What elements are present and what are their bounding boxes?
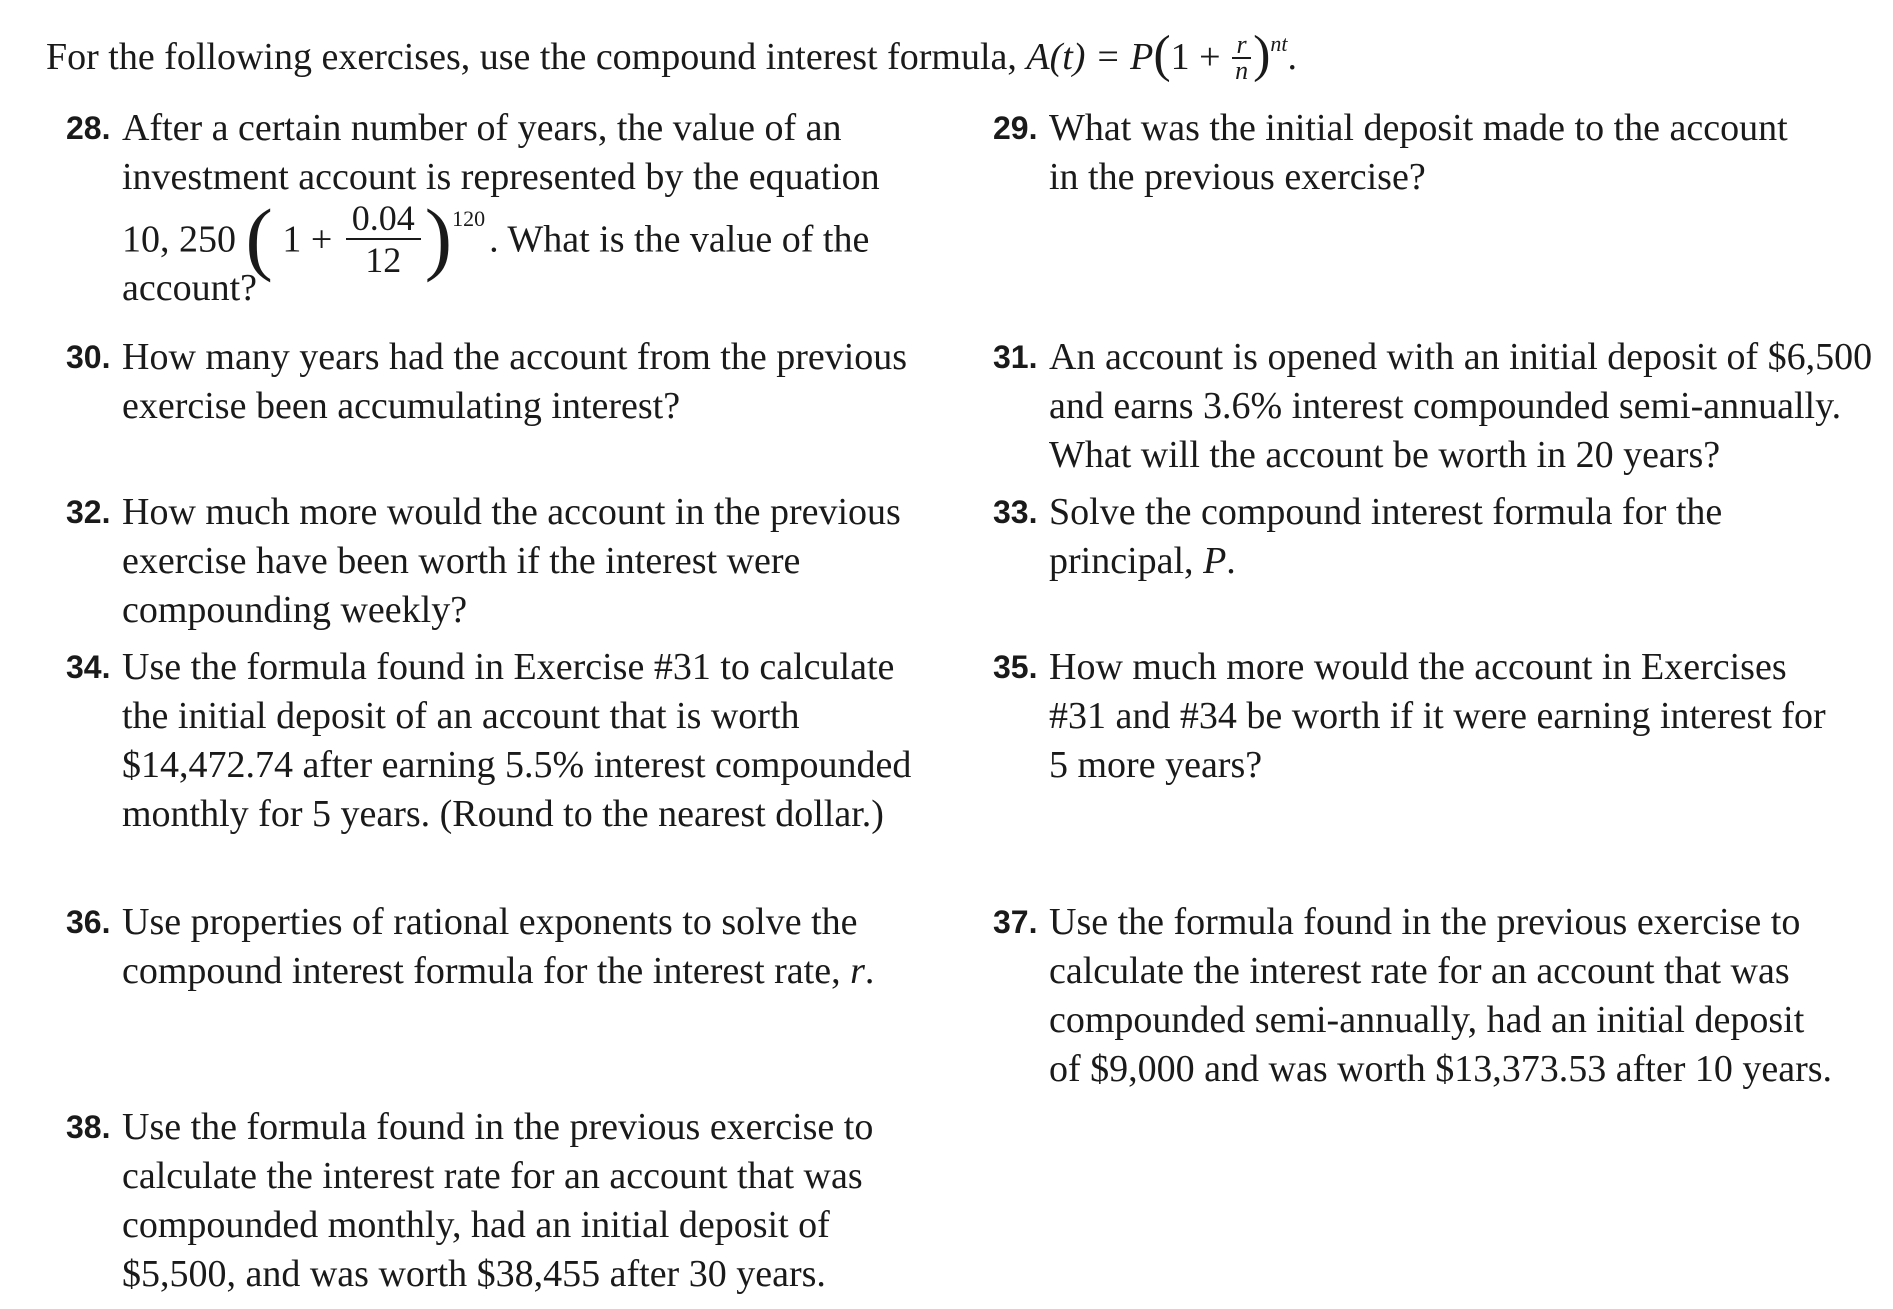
exercise-text-line (122, 947, 966, 996)
exercise-text-line: What will the account be worth in 20 years? (1049, 434, 1721, 476)
text-fragment: . (1226, 540, 1236, 582)
exercise-text-line: of $9,000 and was worth $13,373.53 after 10 years. (1049, 1048, 1833, 1090)
exercise-number: 30. (66, 339, 111, 375)
equation-principal: 10, 250 (122, 218, 236, 261)
exercise-number: 29. (993, 110, 1038, 146)
exercise-text-line: exercise have been worth if the interest were (122, 540, 801, 582)
instructions-text: For the following exercises, use the compound interest formula, (46, 36, 1017, 78)
exercise-text-line: $14,472.74 after earning 5.5% interest compounded (122, 744, 912, 786)
equation-line (122, 191, 966, 283)
formula-frac-den: n (1235, 56, 1249, 86)
exercise-number: 36. (66, 904, 111, 940)
exercise-29 (993, 104, 1873, 202)
exercise-text-line: calculate the interest rate for an account that was (1049, 950, 1790, 992)
exercise-text-line: and earns 3.6% interest compounded semi-annually. (1049, 385, 1842, 427)
exercise-text-line: investment account is represented by the equation (122, 156, 880, 198)
formula-left-paren: ( (1153, 26, 1171, 83)
exercise-number: 32. (66, 494, 111, 530)
equation-left-paren: ( (245, 191, 273, 283)
exercise-text-line: What was the initial deposit made to the account (1049, 107, 1788, 149)
text-fragment: . (864, 950, 875, 992)
variable-r: r (850, 950, 865, 992)
exercise-37 (993, 898, 1873, 1094)
exercise-text-line: compounded monthly, had an initial deposit of (122, 1204, 830, 1246)
exercise-text-line: exercise been accumulating interest? (122, 385, 681, 427)
exercise-text-line: Use the formula found in the previous exercise to (122, 1106, 874, 1148)
exercise-number: 35. (993, 649, 1038, 685)
exercise-text-line: compounded semi-annually, had an initial deposit (1049, 999, 1805, 1041)
exercise-text-line: Use the formula found in the previous exercise to (1049, 901, 1801, 943)
exercise-text-line: How many years had the account from the previous (122, 336, 908, 378)
equation-one-plus: 1 + (282, 218, 333, 261)
equation-exponent: 120 (452, 205, 486, 231)
exercise-32 (66, 488, 966, 635)
formula-exponent: nt (1270, 31, 1288, 56)
exercise-text-line: monthly for 5 years. (Round to the nearest dollar.) (122, 793, 884, 835)
exercise-text-line: $5,500, and was worth $38,455 after 30 years. (122, 1253, 826, 1295)
equation-suffix: . What is the value of the (489, 218, 870, 261)
exercise-35 (993, 643, 1873, 790)
exercise-text-line: After a certain number of years, the value of an (122, 107, 842, 149)
formula-frac-num: r (1232, 33, 1251, 59)
instructions-line: For the following exercises, use the compound interest formula, A(t) = P(1 + $\frac{r}{n}$ )$^{nt}$. (46, 26, 1298, 86)
exercise-text-line: How much more would the account in Exercises (1049, 646, 1787, 688)
exercise-number: 28. (66, 110, 111, 146)
exercise-text-line: Solve the compound interest formula for the (1049, 491, 1723, 533)
formula-fraction (1232, 30, 1251, 86)
exercise-number: 33. (993, 494, 1038, 530)
exercise-38 (66, 1103, 966, 1299)
equation-frac-num: 0.04 (346, 198, 421, 240)
exercise-text-line: Use properties of rational exponents to solve the (122, 901, 858, 943)
exercise-number: 34. (66, 649, 111, 685)
exercise-text-line: the initial deposit of an account that is worth (122, 695, 800, 737)
exercise-text-line: calculate the interest rate for an account that was (122, 1155, 863, 1197)
exercise-31 (993, 333, 1873, 480)
exercise-number: 38. (66, 1109, 111, 1145)
exercise-text-line: in the previous exercise? (1049, 156, 1426, 198)
text-fragment: compound interest formula for the interest rate, (122, 950, 851, 992)
equation-right-paren: ) (424, 191, 453, 283)
exercise-text-line (1049, 537, 1873, 586)
exercise-number: 37. (993, 904, 1038, 940)
exercise-33 (993, 488, 1873, 586)
text-fragment: principal, (1049, 540, 1204, 582)
exercise-text-line: 5 more years? (1049, 744, 1263, 786)
exercise-number: 31. (993, 339, 1038, 375)
equation-frac-den: 12 (365, 240, 402, 280)
exercise-text-line: How much more would the account in the previous (122, 491, 901, 533)
equation-fraction (346, 198, 421, 280)
formula-lhs: A(t) = P (1026, 36, 1154, 78)
exercise-text-line: Use the formula found in Exercise #31 to calculate (122, 646, 895, 688)
exercise-text-line: account? (122, 267, 258, 309)
exercise-34 (66, 643, 966, 839)
formula-right-paren: ) (1253, 26, 1271, 83)
exercise-28 (66, 104, 966, 313)
exercise-30 (66, 333, 966, 431)
variable-p: P (1203, 540, 1227, 582)
exercise-text-line: An account is opened with an initial deposit of $6,500 (1049, 336, 1873, 378)
exercise-36 (66, 898, 966, 996)
exercise-text-line: #31 and #34 be worth if it were earning interest for (1049, 695, 1826, 737)
exercise-text-line: compounding weekly? (122, 589, 468, 631)
